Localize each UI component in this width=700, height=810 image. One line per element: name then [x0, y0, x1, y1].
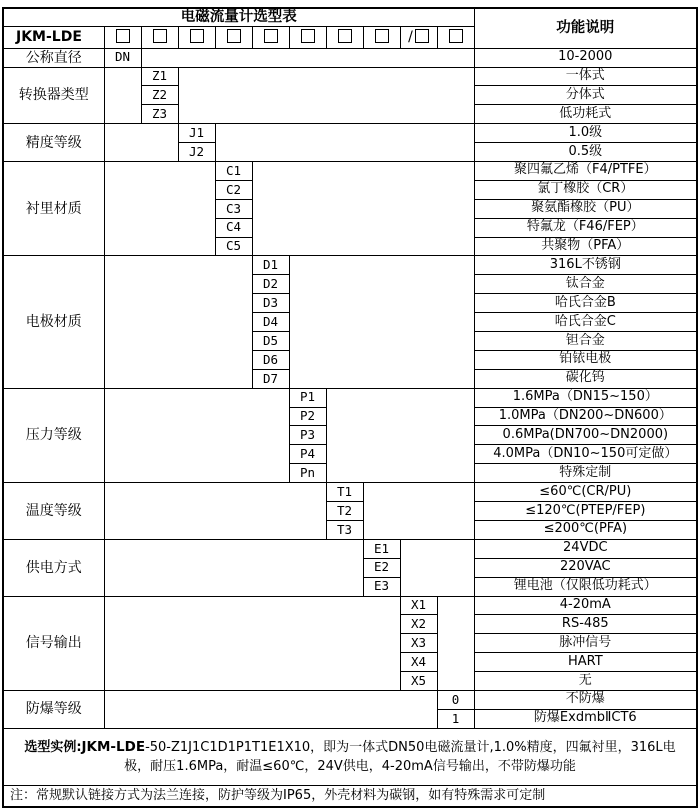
empty-cell	[104, 256, 252, 388]
table-row	[3, 483, 697, 502]
category-electrode-material: 电极材质	[3, 256, 104, 388]
table-row	[3, 690, 697, 709]
desc-cell: 4.0MPa（DN10~150可定做）	[474, 445, 697, 464]
desc-cell: 一体式	[474, 67, 697, 86]
table-row	[3, 48, 697, 67]
code-cell: Z3	[141, 105, 178, 124]
desc-cell: 10-2000	[474, 48, 697, 67]
desc-cell: 防爆ExdmbⅡCT6	[474, 709, 697, 728]
code-cell: D1	[252, 256, 289, 275]
function-header: 功能说明	[474, 8, 697, 48]
category-converter-type: 转换器类型	[3, 67, 104, 124]
code-cell: C1	[215, 162, 252, 181]
desc-cell: 无	[474, 672, 697, 691]
code-cell: Z2	[141, 86, 178, 105]
code-cell: 1	[437, 709, 474, 728]
empty-cell	[104, 67, 141, 124]
code-cell: D3	[252, 294, 289, 313]
empty-cell	[104, 539, 363, 596]
checkbox-icon	[264, 29, 278, 43]
table-row	[3, 256, 697, 275]
empty-cell	[104, 162, 215, 256]
desc-cell: 聚四氟乙烯（F4/PTFE）	[474, 162, 697, 181]
code-cell: D7	[252, 369, 289, 388]
category-power-supply: 供电方式	[3, 539, 104, 596]
desc-cell: 氯丁橡胶（CR）	[474, 180, 697, 199]
code-cell: E2	[363, 558, 400, 577]
desc-cell: 4-20mA	[474, 596, 697, 615]
code-cell: C3	[215, 199, 252, 218]
code-cell: 0	[437, 690, 474, 709]
category-pressure-rating: 压力等级	[3, 388, 104, 482]
empty-cell	[104, 388, 289, 482]
table-row	[3, 124, 697, 143]
code-cell: X5	[400, 672, 437, 691]
desc-cell: 钽合金	[474, 332, 697, 351]
model-prefix: JKM-LDE	[3, 26, 104, 48]
desc-cell: 共聚物（PFA）	[474, 237, 697, 256]
category-temperature-rating: 温度等级	[3, 483, 104, 540]
code-cell: X4	[400, 653, 437, 672]
table-row	[3, 596, 697, 615]
desc-cell: 锂电池（仅限低功耗式）	[474, 577, 697, 596]
empty-cell	[437, 596, 474, 690]
code-cell: C2	[215, 180, 252, 199]
code-cell: T1	[326, 483, 363, 502]
model-checkbox-cell	[252, 26, 289, 48]
model-checkbox-cell	[104, 26, 141, 48]
desc-cell: 1.6MPa（DN15~150）	[474, 388, 697, 407]
category-signal-output: 信号输出	[3, 596, 104, 690]
checkbox-icon	[190, 29, 204, 43]
desc-cell: 哈氏合金B	[474, 294, 697, 313]
desc-cell: 哈氏合金C	[474, 313, 697, 332]
code-cell: Z1	[141, 67, 178, 86]
desc-cell: ≤120℃(PTEP/FEP)	[474, 502, 697, 521]
table-row	[3, 67, 697, 86]
example-model-name: JKM-LDE	[81, 738, 146, 755]
desc-cell: 24VDC	[474, 539, 697, 558]
empty-cell	[104, 124, 178, 162]
desc-cell: 1.0级	[474, 124, 697, 143]
model-checkbox-cell	[400, 26, 437, 48]
desc-cell: 220VAC	[474, 558, 697, 577]
model-checkbox-cell	[437, 26, 474, 48]
checkbox-icon	[415, 29, 429, 43]
desc-cell: 碳化钨	[474, 369, 697, 388]
code-cell: C4	[215, 218, 252, 237]
model-checkbox-cell	[289, 26, 326, 48]
checkbox-icon	[449, 29, 463, 43]
code-cell: DN	[104, 48, 141, 67]
desc-cell: ≤200℃(PFA)	[474, 520, 697, 539]
note-row	[3, 785, 697, 807]
code-cell: P1	[289, 388, 326, 407]
desc-cell: 低功耗式	[474, 105, 697, 124]
note-text: 注：常规默认链接方式为法兰连接，防护等级为IP65，外壳材料为碳钢，如有特殊需求可定制	[3, 785, 697, 807]
category-lining-material: 衬里材质	[3, 162, 104, 256]
desc-cell: 不防爆	[474, 690, 697, 709]
code-cell: D4	[252, 313, 289, 332]
code-cell: T3	[326, 520, 363, 539]
desc-cell: 0.6MPa(DN700~DN2000)	[474, 426, 697, 445]
empty-cell	[252, 162, 474, 256]
code-cell: Pn	[289, 464, 326, 483]
category-explosion-proof: 防爆等级	[3, 690, 104, 728]
empty-cell	[104, 483, 326, 540]
desc-cell: 1.0MPa（DN200~DN600）	[474, 407, 697, 426]
code-cell: D2	[252, 275, 289, 294]
empty-cell	[178, 67, 474, 124]
desc-cell: 0.5级	[474, 143, 697, 162]
code-cell: C5	[215, 237, 252, 256]
empty-cell	[289, 256, 474, 388]
desc-cell: 分体式	[474, 86, 697, 105]
example-text: -50-Z1J1C1D1P1T1E1X10，即为一体式DN50电磁流量计,1.0%精度，四氟衬里，316L电极，耐压1.6MPa，耐温≤60℃，24V供电，4-20mA信号输出，不带防爆功能	[124, 739, 676, 775]
checkbox-icon	[116, 29, 130, 43]
code-cell: D6	[252, 350, 289, 369]
empty-cell	[400, 539, 474, 596]
desc-cell: 脉冲信号	[474, 634, 697, 653]
empty-cell	[104, 596, 400, 690]
desc-cell: 特殊定制	[474, 464, 697, 483]
code-cell: E1	[363, 539, 400, 558]
category-accuracy-class: 精度等级	[3, 124, 104, 162]
table-row	[3, 388, 697, 407]
desc-cell: HART	[474, 653, 697, 672]
checkbox-icon	[375, 29, 389, 43]
code-cell: E3	[363, 577, 400, 596]
code-cell: T2	[326, 502, 363, 521]
category-nominal-diameter: 公称直径	[3, 48, 104, 67]
table-row	[3, 539, 697, 558]
checkbox-icon	[227, 29, 241, 43]
model-checkbox-cell	[215, 26, 252, 48]
desc-cell: 钛合金	[474, 275, 697, 294]
code-cell: P3	[289, 426, 326, 445]
code-cell: P2	[289, 407, 326, 426]
code-cell: X1	[400, 596, 437, 615]
code-cell: P4	[289, 445, 326, 464]
example-row	[3, 728, 697, 785]
table-row	[3, 162, 697, 181]
model-checkbox-cell	[326, 26, 363, 48]
code-cell: D5	[252, 332, 289, 351]
empty-cell	[215, 124, 474, 162]
model-checkbox-cell	[178, 26, 215, 48]
checkbox-icon	[153, 29, 167, 43]
empty-cell	[363, 483, 474, 540]
flowmeter-selection-table	[2, 7, 698, 808]
desc-cell: RS-485	[474, 615, 697, 634]
checkbox-icon	[301, 29, 315, 43]
model-checkbox-cell	[363, 26, 400, 48]
table-title: 电磁流量计选型表	[3, 8, 474, 26]
model-checkbox-cell	[141, 26, 178, 48]
code-cell: X3	[400, 634, 437, 653]
header-row	[3, 8, 697, 26]
slash-separator: /	[408, 29, 413, 46]
desc-cell: 316L不锈钢	[474, 256, 697, 275]
desc-cell: 铂铱电极	[474, 350, 697, 369]
code-cell: X2	[400, 615, 437, 634]
desc-cell: 特氟龙（F46/FEP）	[474, 218, 697, 237]
selection-example	[3, 728, 697, 785]
code-cell: J1	[178, 124, 215, 143]
empty-cell	[326, 388, 474, 482]
desc-cell: ≤60℃(CR/PU)	[474, 483, 697, 502]
example-label: 选型实例:	[24, 739, 82, 755]
checkbox-icon	[338, 29, 352, 43]
desc-cell: 聚氨酯橡胶（PU）	[474, 199, 697, 218]
empty-cell	[104, 690, 437, 728]
empty-cell	[141, 48, 474, 67]
code-cell: J2	[178, 143, 215, 162]
